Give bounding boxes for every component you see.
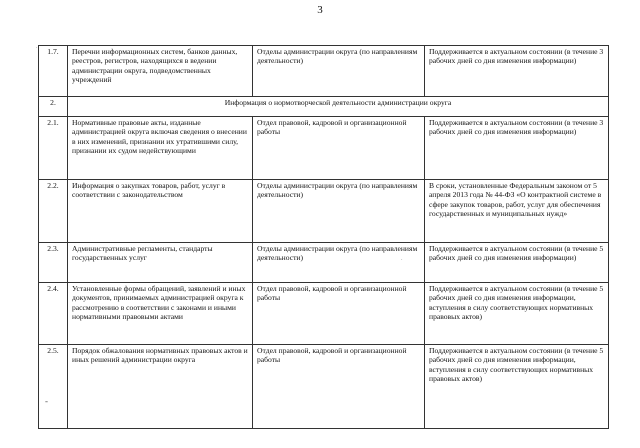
row-number: 2.3. [39,243,68,283]
scan-mark: - [45,396,48,406]
responsible-cell: Отдел правовой, кадровой и организационной работы [253,117,425,180]
responsible-cell: Отделы администрации округа (по направлениям деятельности) [253,46,425,97]
period-cell: Поддерживается в актуальном состоянии (в течение 5 рабочих дней со дня изменения информации) [425,243,609,283]
info-cell: Информация о закупках товаров, работ, услуг в соответствии с законодательством [68,180,253,243]
section-title: Информация о нормотворческой деятельности администрации округа [68,97,609,117]
period-cell: Поддерживается в актуальном состоянии (в течение 5 рабочих дней со дня изменения информации, вступления в силу соответствующих нормативных правовых актов) [425,345,609,429]
period-cell: Поддерживается в актуальном состоянии (в течение 3 рабочих дней со дня изменения информации) [425,46,609,97]
responsible-cell: Отделы администрации округа (по направлениям деятельности) [253,243,425,283]
table-row [39,180,609,243]
row-number: 2.4. [39,283,68,345]
section-row [39,97,609,117]
period-cell: В сроки, установленные Федеральным законом от 5 апреля 2013 года № 44-ФЗ «О контрактной системе в сфере закупок товаров, работ, услуг для обеспечения государственных и муниципальных нужд» [425,180,609,243]
table-row [39,117,609,180]
info-cell: Перечни информационных систем, банков данных, реестров, регистров, находящихся в ведении администрации округа, подведомственных учреждений [68,46,253,97]
responsible-cell: Отдел правовой, кадровой и организационной работы [253,283,425,345]
info-cell: Порядок обжалования нормативных правовых актов и иных решений администрации округа [68,345,253,429]
page-number: 3 [317,4,323,16]
row-number: 2.1. [39,117,68,180]
scan-dot: . [401,256,403,262]
table-row [39,46,609,97]
document-table [38,45,609,429]
row-number: 2.2. [39,180,68,243]
info-cell: Установленные формы обращений, заявлений и иных документов, принимаемых администрацией округа к рассмотрению в соответствии с законами и иными нормативными правовыми актами [68,283,253,345]
info-cell: Административные регламенты, стандарты государственных услуг [68,243,253,283]
period-cell: Поддерживается в актуальном состоянии (в течение 3 рабочих дней со дня изменения информации) [425,117,609,180]
info-cell: Нормативные правовые акты, изданные администрацией округа включая сведения о внесении в них изменений, признании их утратившими силу, признании их судом недействующими [68,117,253,180]
table-row [39,243,609,283]
table-row [39,345,609,429]
section-number: 2. [39,97,68,117]
table-row [39,283,609,345]
row-number: 2.5. [39,345,68,429]
responsible-cell: Отделы администрации округа (по направлениям деятельности) [253,180,425,243]
scan-dot: . [36,44,38,50]
responsible-cell: Отдел правовой, кадровой и организационной работы [253,345,425,429]
period-cell: Поддерживается в актуальном состоянии (в течение 5 рабочих дней со дня изменения информации, вступления в силу соответствующих нормативных правовых актов) [425,283,609,345]
row-number: 1.7. [39,46,68,97]
